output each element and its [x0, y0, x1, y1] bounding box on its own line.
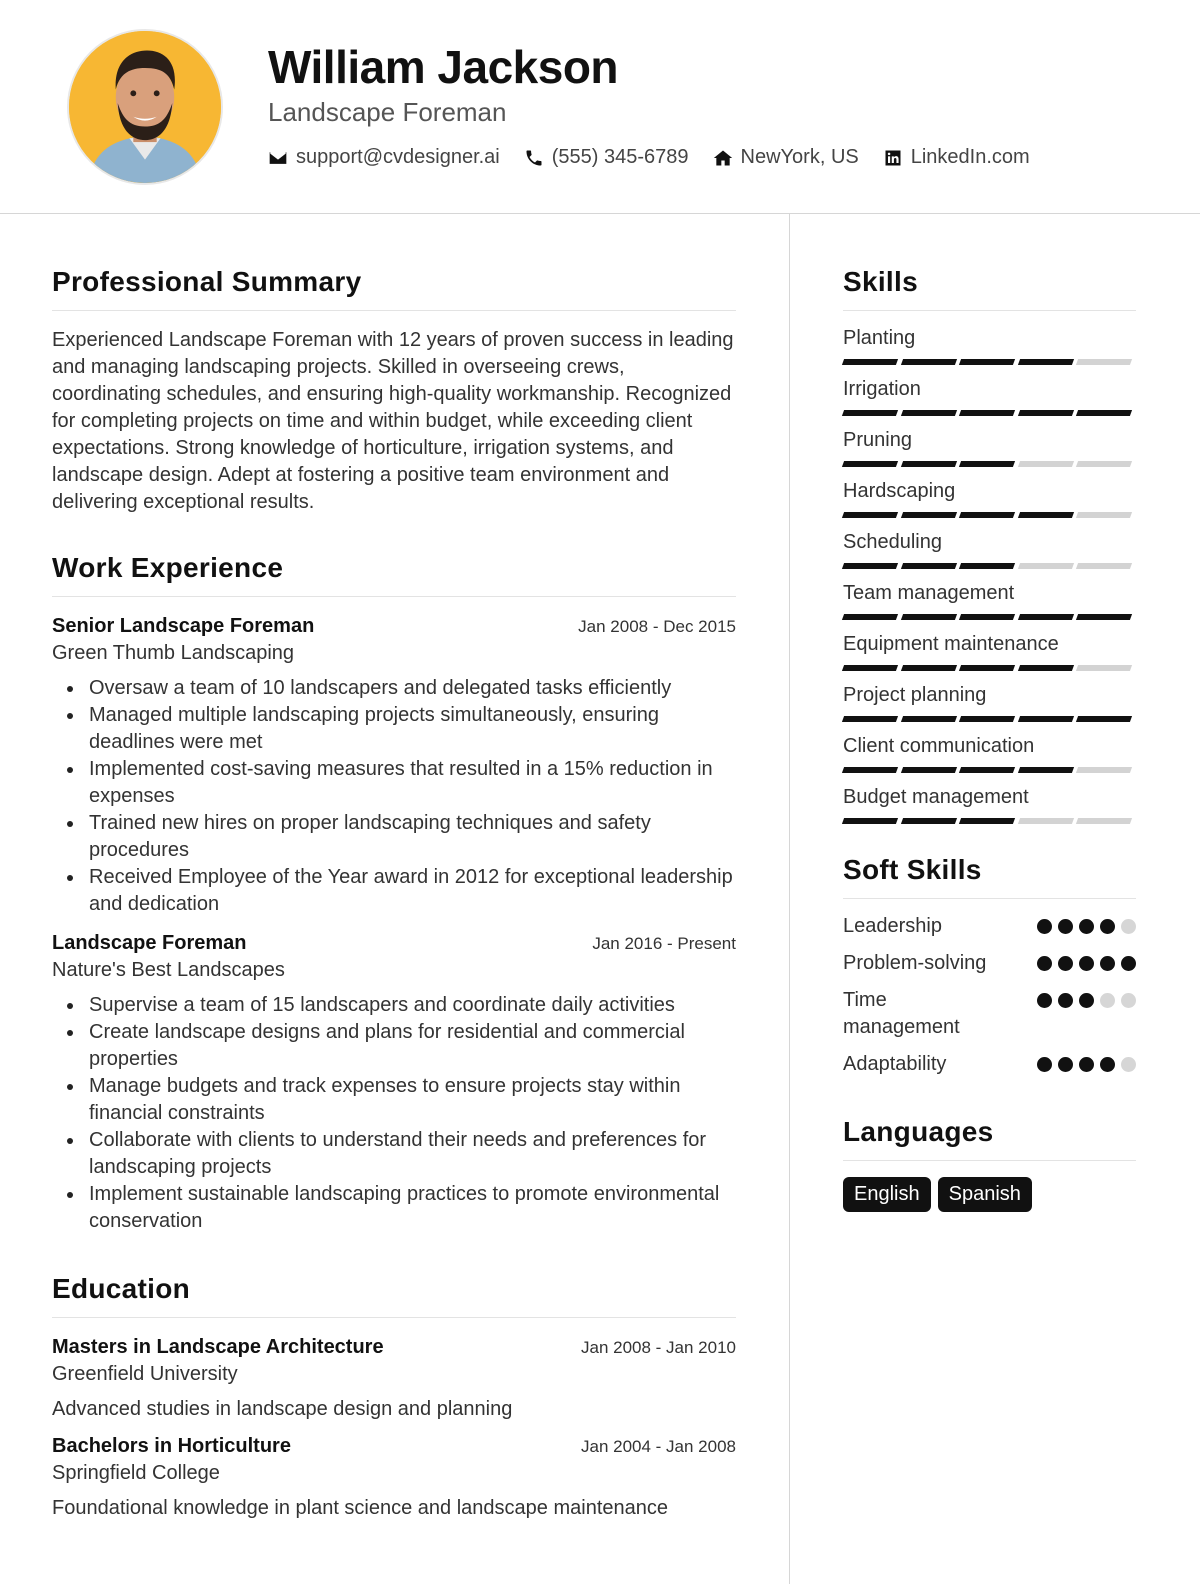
soft-skill-row	[843, 1051, 1136, 1078]
skill-level-segment	[901, 461, 957, 467]
rating-dot	[1121, 1057, 1136, 1072]
job-company: Nature's Best Landscapes	[52, 959, 285, 981]
skill-level-segment	[1076, 614, 1132, 620]
skill-level-segment	[842, 563, 898, 569]
job-role: Senior Landscape Foreman	[52, 615, 315, 637]
job-bullet: Trained new hires on proper landscaping techniques and safety procedures	[52, 810, 736, 864]
skill-level-segment	[1018, 818, 1074, 824]
soft-skills-list	[843, 913, 1136, 1078]
skill-level-segment	[901, 716, 957, 722]
skill-level-bar	[843, 359, 1136, 365]
skill-name: Equipment maintenance	[843, 633, 1059, 655]
skill-name: Pruning	[843, 429, 912, 451]
skill-name: Budget management	[843, 786, 1029, 808]
job-bullet: Implement sustainable landscaping practices to promote environmental conservation	[52, 1181, 736, 1235]
rating-dot	[1058, 919, 1073, 934]
skill-level-segment	[901, 665, 957, 671]
main-column	[52, 214, 736, 1520]
soft-skills-title: Soft Skills	[843, 854, 1136, 899]
experience-section	[52, 552, 736, 1235]
skill-level-segment	[959, 359, 1015, 365]
skill-level-segment	[1076, 359, 1132, 365]
soft-skill-rating	[1031, 1057, 1136, 1072]
skill-level-segment	[1076, 665, 1132, 671]
skill-level-segment	[842, 410, 898, 416]
languages-title: Languages	[843, 1116, 1136, 1161]
education-description: Foundational knowledge in plant science and landscape maintenance	[52, 1497, 668, 1519]
language-tags	[843, 1177, 1136, 1212]
job-bullet: Create landscape designs and plans for residential and commercial properties	[52, 1019, 736, 1073]
education-header	[52, 1336, 736, 1359]
skill-level-bar	[843, 716, 1136, 722]
contact-linkedin-text: LinkedIn.com	[910, 146, 1030, 168]
skill-level-segment	[1018, 716, 1074, 722]
rating-dot	[1100, 993, 1115, 1008]
contact-phone[interactable]	[524, 146, 689, 169]
skills-title: Skills	[843, 266, 1136, 311]
soft-skill-row	[843, 950, 1136, 977]
skill-level-segment	[1076, 716, 1132, 722]
candidate-title: Landscape Foreman	[268, 97, 507, 127]
skill-name: Client communication	[843, 735, 1035, 757]
soft-skill-row	[843, 987, 1136, 1041]
job-bullet: Supervise a team of 15 landscapers and coordinate daily activities	[52, 992, 736, 1019]
skill-level-segment	[842, 818, 898, 824]
avatar-portrait-icon	[69, 31, 221, 183]
job-bullet: Implemented cost-saving measures that resulted in a 15% reduction in expenses	[52, 756, 736, 810]
skill-level-segment	[959, 563, 1015, 569]
summary-title: Professional Summary	[52, 266, 736, 311]
skill-level-segment	[901, 410, 957, 416]
skill-level-segment	[1018, 665, 1074, 671]
soft-skill-rating	[1031, 956, 1136, 971]
rating-dot	[1079, 919, 1094, 934]
soft-skill-name: Problem-solving	[843, 952, 987, 974]
education-entry	[52, 1435, 736, 1520]
skill-level-segment	[1018, 614, 1074, 620]
job-bullet: Collaborate with clients to understand their needs and preferences for landscaping projects	[52, 1127, 736, 1181]
job-bullet: Received Employee of the Year award in 2012 for exceptional leadership and dedication	[52, 864, 736, 918]
skill-level-segment	[1018, 461, 1074, 467]
resume-header	[0, 0, 1200, 214]
contact-bar	[268, 146, 1054, 169]
skill-level-segment	[842, 665, 898, 671]
education-date: Jan 2004 - Jan 2008	[580, 1437, 736, 1456]
education-degree: Masters in Landscape Architecture	[52, 1336, 384, 1358]
skill-level-segment	[1018, 359, 1074, 365]
skill-level-segment	[901, 563, 957, 569]
soft-skill-rating	[1031, 993, 1136, 1008]
education-description: Advanced studies in landscape design and planning	[52, 1398, 513, 1420]
language-tag: English	[843, 1177, 931, 1212]
skill-level-segment	[959, 665, 1015, 671]
language-tag: Spanish	[938, 1177, 1032, 1212]
rating-dot	[1100, 919, 1115, 934]
job-bullet: Oversaw a team of 10 landscapers and delegated tasks efficiently	[52, 675, 736, 702]
skill-level-segment	[901, 767, 957, 773]
education-entry	[52, 1336, 736, 1421]
rating-dot	[1079, 956, 1094, 971]
skill-name: Scheduling	[843, 531, 942, 553]
column-divider	[789, 214, 790, 1584]
job-header	[52, 932, 736, 955]
skill-level-segment	[959, 410, 1015, 416]
skill-level-segment	[1018, 563, 1074, 569]
skill-name: Team management	[843, 582, 1015, 604]
skill-level-segment	[842, 716, 898, 722]
skill-level-segment	[901, 818, 957, 824]
job-date: Jan 2008 - Dec 2015	[578, 617, 736, 636]
skill-level-segment	[901, 614, 957, 620]
skill-name: Irrigation	[843, 378, 921, 400]
candidate-name: William Jackson	[268, 41, 619, 93]
education-date: Jan 2008 - Jan 2010	[580, 1338, 736, 1357]
skill-level-segment	[1018, 767, 1074, 773]
skill-level-segment	[1076, 512, 1132, 518]
skill-name: Hardscaping	[843, 480, 956, 502]
contact-location-text: NewYork, US	[740, 146, 859, 168]
rating-dot	[1121, 919, 1136, 934]
contact-linkedin[interactable]	[883, 146, 1030, 169]
soft-skill-rating	[1031, 919, 1136, 934]
skill-level-segment	[842, 614, 898, 620]
sidebar-column	[843, 214, 1136, 1212]
job-header	[52, 615, 736, 638]
skill-level-segment	[959, 512, 1015, 518]
rating-dot	[1058, 956, 1073, 971]
phone-icon	[524, 148, 544, 168]
skill-level-segment	[842, 512, 898, 518]
job-entry	[52, 932, 736, 1235]
contact-email-text: support@cvdesigner.ai	[296, 146, 500, 168]
job-bullet: Managed multiple landscaping projects simultaneously, ensuring deadlines were met	[52, 702, 736, 756]
soft-skill-name: Leadership	[843, 915, 942, 937]
skill-name: Planting	[843, 327, 916, 349]
envelope-icon	[268, 148, 288, 168]
education-school: Springfield College	[52, 1462, 220, 1484]
skill-level-bar	[843, 461, 1136, 467]
skills-section	[843, 266, 1136, 824]
skill-level-segment	[842, 767, 898, 773]
education-header	[52, 1435, 736, 1458]
contact-location	[713, 146, 859, 169]
skill-level-segment	[842, 359, 898, 365]
skill-level-segment	[901, 359, 957, 365]
soft-skill-name: Adaptability	[843, 1053, 947, 1075]
skill-level-bar	[843, 563, 1136, 569]
rating-dot	[1100, 956, 1115, 971]
rating-dot	[1037, 956, 1052, 971]
contact-phone-text: (555) 345-6789	[551, 146, 689, 168]
rating-dot	[1100, 1057, 1115, 1072]
skill-level-bar	[843, 665, 1136, 671]
skill-level-bar	[843, 512, 1136, 518]
experience-title: Work Experience	[52, 552, 736, 597]
linkedin-icon	[883, 148, 903, 168]
skill-level-segment	[959, 818, 1015, 824]
skill-level-segment	[1076, 461, 1132, 467]
job-bullet: Manage budgets and track expenses to ensure projects stay within financial constraints	[52, 1073, 736, 1127]
education-title: Education	[52, 1273, 736, 1318]
skill-level-segment	[1076, 410, 1132, 416]
summary-text: Experienced Landscape Foreman with 12 years of proven success in leading and managing landscaping projects. Skilled in overseeing crews, coordinating schedules, and ensuring high-quality workmanship. Recognized for completing projects on time and within budget, while exceeding client expectations. Strong knowledge of horticulture, irrigation systems, and landscape design. Adept at fostering a positive team environment and delivering exceptional results.	[52, 329, 734, 513]
summary-section	[52, 266, 736, 516]
languages-section	[843, 1116, 1136, 1212]
soft-skill-name: Time management	[843, 989, 960, 1038]
skill-level-segment	[959, 767, 1015, 773]
job-bullets	[52, 675, 736, 918]
skill-level-segment	[1076, 563, 1132, 569]
home-icon	[713, 148, 733, 168]
job-bullets	[52, 992, 736, 1235]
job-date: Jan 2016 - Present	[592, 934, 736, 953]
skill-level-segment	[842, 461, 898, 467]
skill-level-bar	[843, 614, 1136, 620]
skill-level-segment	[1076, 818, 1132, 824]
rating-dot	[1121, 956, 1136, 971]
skill-level-bar	[843, 410, 1136, 416]
skill-level-segment	[1076, 767, 1132, 773]
job-role: Landscape Foreman	[52, 932, 247, 954]
rating-dot	[1121, 993, 1136, 1008]
skill-level-segment	[959, 716, 1015, 722]
job-company: Green Thumb Landscaping	[52, 642, 295, 664]
skill-level-segment	[1018, 410, 1074, 416]
skill-level-bar	[843, 818, 1136, 824]
rating-dot	[1037, 1057, 1052, 1072]
rating-dot	[1037, 919, 1052, 934]
skill-level-segment	[1018, 512, 1074, 518]
avatar	[67, 29, 223, 185]
education-school: Greenfield University	[52, 1363, 238, 1385]
skills-list	[843, 327, 1136, 824]
rating-dot	[1079, 993, 1094, 1008]
job-entry	[52, 615, 736, 918]
rating-dot	[1079, 1057, 1094, 1072]
contact-email[interactable]	[268, 146, 500, 169]
soft-skills-section	[843, 854, 1136, 1078]
skill-name: Project planning	[843, 684, 987, 706]
education-section	[52, 1273, 736, 1520]
education-degree: Bachelors in Horticulture	[52, 1435, 291, 1457]
rating-dot	[1058, 1057, 1073, 1072]
rating-dot	[1037, 993, 1052, 1008]
skill-level-bar	[843, 767, 1136, 773]
skill-level-segment	[959, 614, 1015, 620]
rating-dot	[1058, 993, 1073, 1008]
skill-level-segment	[901, 512, 957, 518]
skill-level-segment	[959, 461, 1015, 467]
soft-skill-row	[843, 913, 1136, 940]
